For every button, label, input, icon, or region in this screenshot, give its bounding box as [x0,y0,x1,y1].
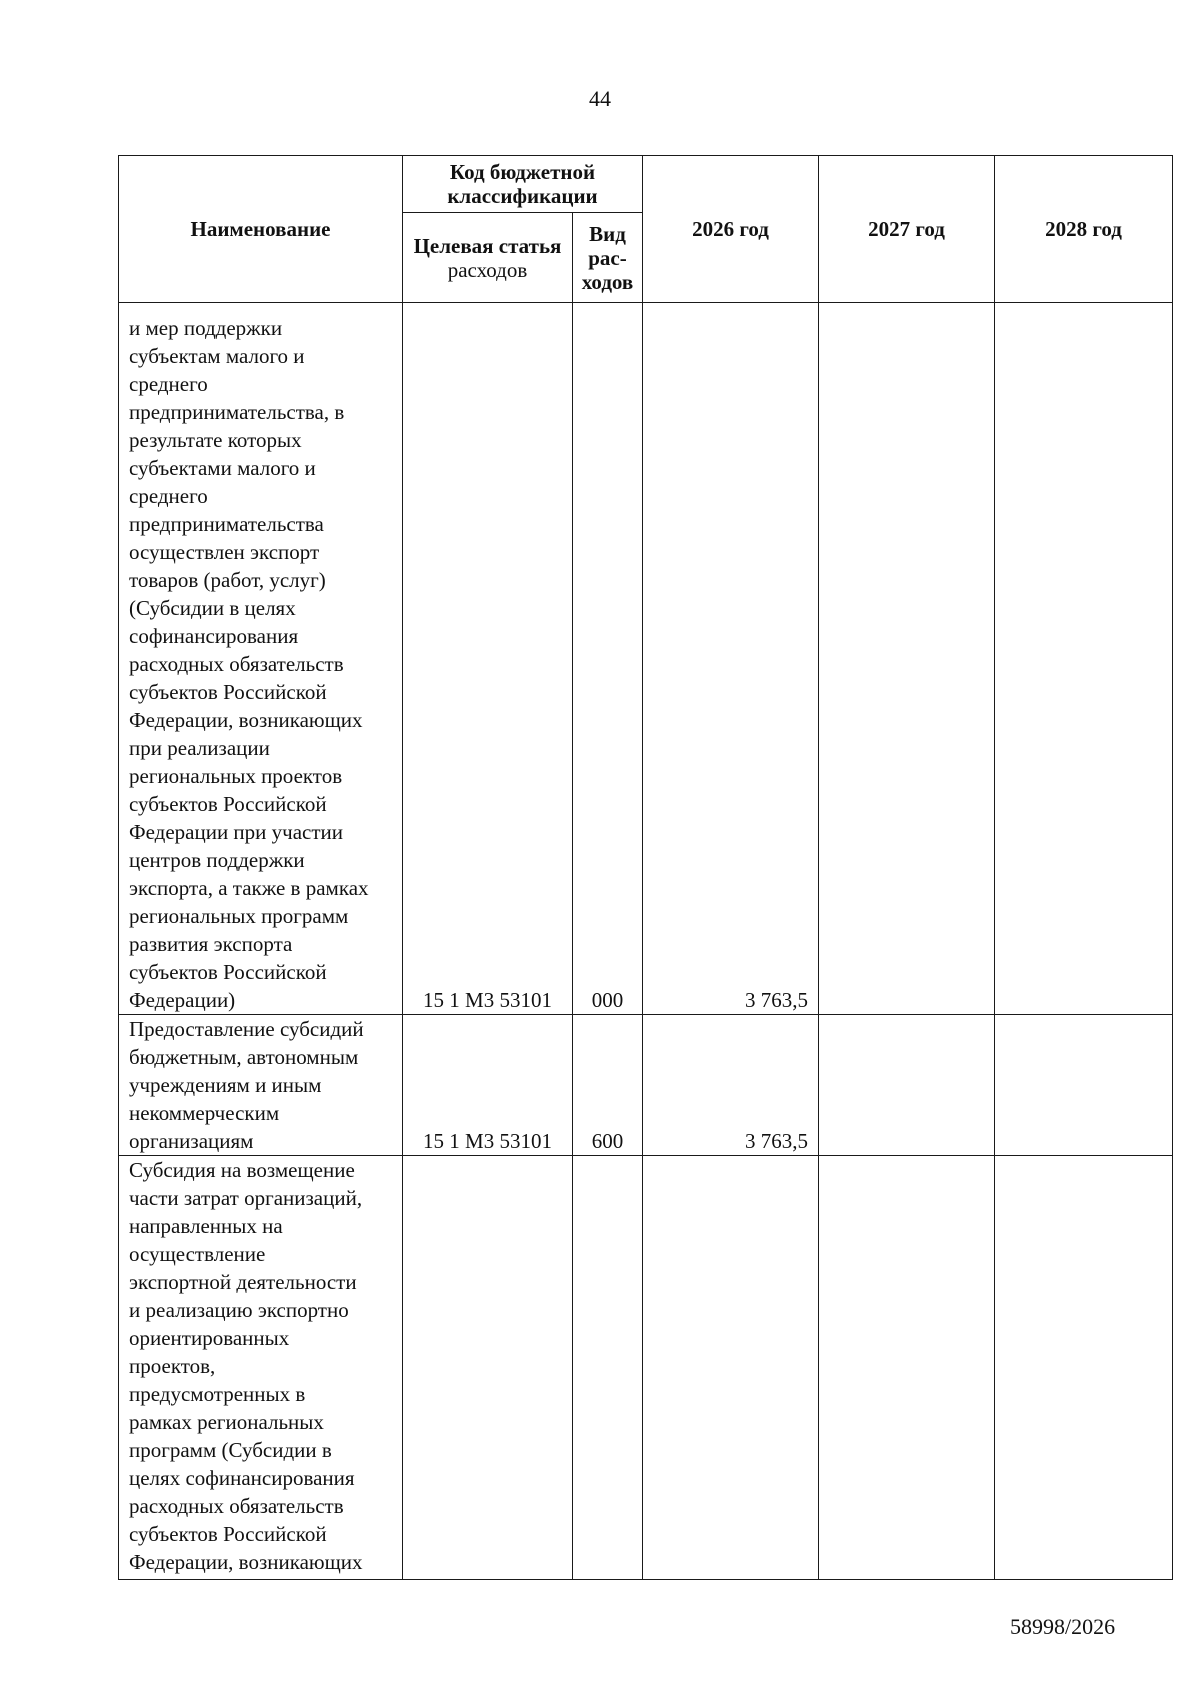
table-header [119,156,1173,303]
cell-name-line: субъектов Российской [129,792,327,816]
cell-year-2026: 3 763,5 [643,303,819,1015]
cell-name-line: учреждениям и иным [129,1073,322,1097]
cell-name-line: расходных обязательств [129,1494,344,1518]
cell-expense-type [573,1156,643,1580]
cell-name [119,1015,403,1156]
cell-name-line: некоммерческим [129,1101,280,1125]
cell-name-line: результате которых [129,428,302,452]
cell-year-2028 [995,303,1173,1015]
cell-name-line: части затрат организаций, [129,1186,363,1210]
cell-name-line: Федерации, возникающих [129,708,363,732]
cell-target-article: 15 1 М3 53101 [403,303,573,1015]
cell-name-line: рамках региональных [129,1410,324,1434]
cell-name-line: Предоставление субсидий [129,1017,364,1041]
cell-name-line: товаров (работ, услуг) [129,568,326,592]
cell-name-line: софинансирования [129,624,299,648]
cell-name-line: осуществлен экспорт [129,540,320,564]
header-budget-code-line: классификации [447,184,598,208]
cell-expense-type: 600 [573,1015,643,1156]
cell-name-line: бюджетным, автономным [129,1045,359,1069]
cell-year-2026: 3 763,5 [643,1015,819,1156]
cell-name-line: целях софинансирования [129,1466,355,1490]
cell-name-line: развития экспорта [129,932,293,956]
cell-name-line: среднего [129,484,208,508]
cell-name-line: расходных обязательств [129,652,344,676]
document-code: 58998/2026 [1010,1614,1116,1639]
table-row [119,1015,1173,1156]
table-body [119,303,1173,1580]
header-expense-type-line: Вид [589,221,626,246]
cell-name-line: предусмотренных в [129,1382,306,1406]
header-name: Наименование [119,156,403,303]
cell-name-line: ориентированных [129,1326,290,1350]
cell-name-line: (Субсидии в целях [129,596,296,620]
cell-name-line: региональных программ [129,904,349,928]
table-row [119,303,1173,1015]
header-target-article-line: Целевая статья [413,233,562,258]
cell-target-article: 15 1 М3 53101 [403,1015,573,1156]
cell-name [119,303,403,1015]
cell-year-2028 [995,1156,1173,1580]
budget-table [118,155,1173,1580]
cell-name-line: субъектами малого и [129,456,316,480]
cell-name-line: центров поддержки [129,848,305,872]
cell-year-2027 [819,1015,995,1156]
cell-year-2027 [819,303,995,1015]
cell-name-line: среднего [129,372,208,396]
header-budget-code-line: Код бюджетной [449,160,596,184]
cell-name [119,1156,403,1580]
cell-name-line: Федерации) [129,988,236,1012]
header-expense-type [573,213,643,303]
cell-name-line: предпринимательства [129,512,324,536]
cell-name-line: и реализацию экспортно [129,1298,349,1322]
cell-name-line: осуществление [129,1242,266,1266]
header-year-2028: 2028 год [995,156,1173,303]
cell-name-line: при реализации [129,736,270,760]
header-expense-type-line: ходов [581,269,634,294]
cell-expense-type: 000 [573,303,643,1015]
header-target-article [403,213,573,303]
cell-name-line: предпринимательства, в [129,400,345,424]
cell-name-line: проектов, [129,1354,216,1378]
cell-target-article [403,1156,573,1580]
cell-name-line: субъектов Российской [129,680,327,704]
cell-name-line: экспортной деятельности [129,1270,357,1294]
header-year-2027: 2027 год [819,156,995,303]
cell-name-line: и мер поддержки [129,316,283,340]
header-budget-code-group [403,156,643,213]
cell-name-line: Федерации при участии [129,820,344,844]
page-number: 44 [589,86,611,111]
table-row [119,1156,1173,1580]
cell-name-line: субъектов Российской [129,1522,327,1546]
cell-name-line: региональных проектов [129,764,343,788]
cell-name-line: организациям [129,1129,254,1153]
cell-name-line: Федерации, возникающих [129,1550,363,1574]
cell-year-2028 [995,1015,1173,1156]
cell-name-line: программ (Субсидии в [129,1438,332,1462]
cell-name-line: субъектов Российской [129,960,327,984]
cell-year-2027 [819,1156,995,1580]
header-year-2026: 2026 год [643,156,819,303]
header-expense-type-line: рас- [588,245,627,270]
header-target-article-line: расходов [447,257,528,282]
cell-name-line: субъектам малого и [129,344,305,368]
cell-name-line: экспорта, а также в рамках [129,876,369,900]
cell-year-2026 [643,1156,819,1580]
cell-name-line: Субсидия на возмещение [129,1158,355,1182]
cell-name-line: направленных на [129,1214,283,1238]
